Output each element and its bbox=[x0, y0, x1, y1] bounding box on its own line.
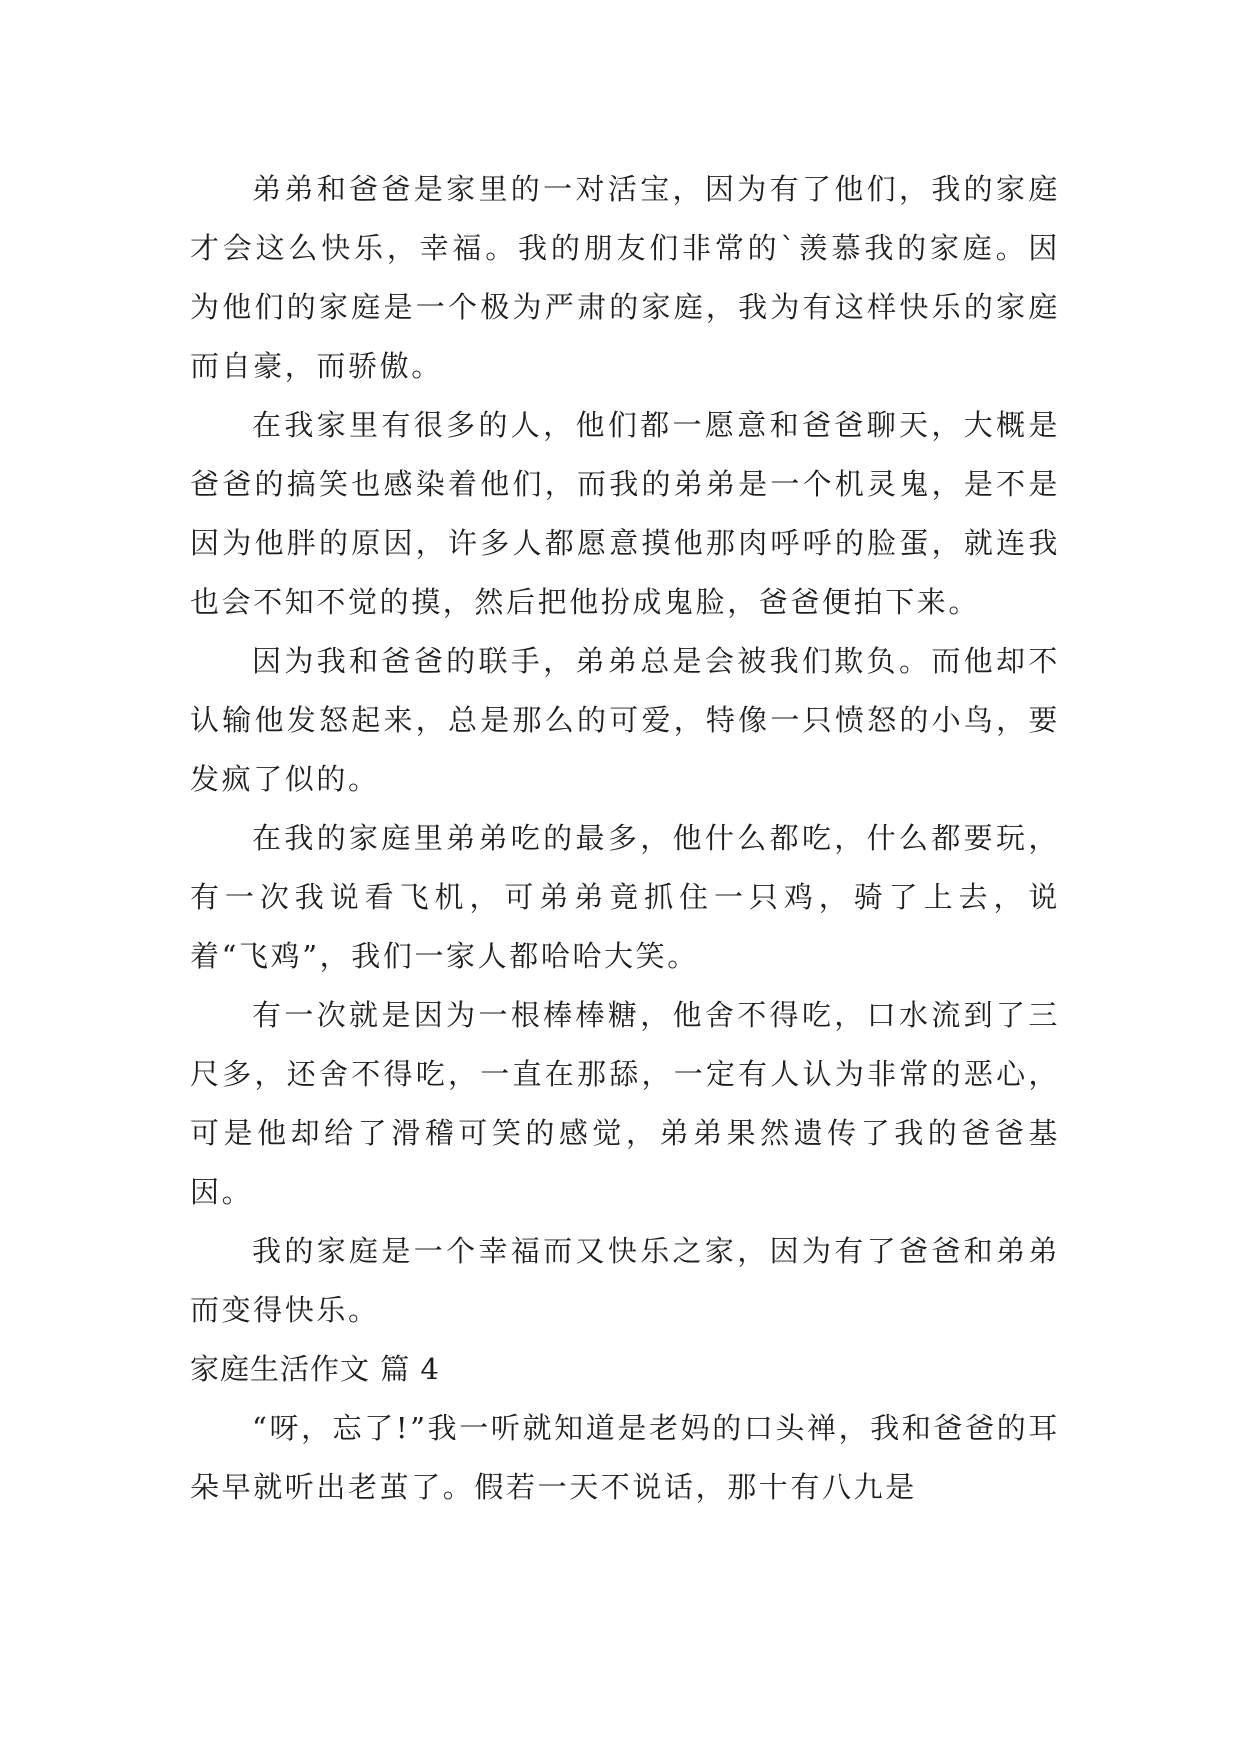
paragraph-2: 在我家里有很多的人，他们都一愿意和爸爸聊天，大概是爸爸的搞笑也感染着他们，而我的弟弟是一个机灵鬼，是不是因为他胖的原因，许多人都愿意摸他那肉呼呼的脸蛋，就连我也会不知不觉的摸，然后把他扮成鬼脸，爸爸便拍下来。 bbox=[190, 408, 1060, 619]
paragraph-6: 我的家庭是一个幸福而又快乐之家，因为有了爸爸和弟弟而变得快乐。 bbox=[190, 1234, 1060, 1327]
paragraph-5: 有一次就是因为一根棒棒糖，他舍不得吃，口水流到了三尺多，还舍不得吃，一直在那舔，一定有人认为非常的恶心，可是他却给了滑稽可笑的感觉，弟弟果然遗传了我的爸爸基因。 bbox=[190, 998, 1060, 1209]
paragraph-1: 弟弟和爸爸是家里的一对活宝，因为有了他们，我的家庭才会这么快乐，幸福。我的朋友们非常的`羡慕我的家庭。因为他们的家庭是一个极为严肃的家庭，我为有这样快乐的家庭而自豪，而骄傲。 bbox=[190, 172, 1060, 383]
section-heading: 家庭生活作文 篇 4 bbox=[190, 1352, 440, 1386]
paragraph-3: 因为我和爸爸的联手，弟弟总是会被我们欺负。而他却不认输他发怒起来，总是那么的可爱，特像一只愤怒的小鸟，要发疯了似的。 bbox=[190, 644, 1060, 796]
paragraph-4: 在我的家庭里弟弟吃的最多，他什么都吃，什么都要玩，有一次我说看飞机，可弟弟竟抓住一只鸡，骑了上去，说着“飞鸡”，我们一家人都哈哈大笑。 bbox=[190, 821, 1060, 973]
paragraph-7: “呀，忘了!”我一听就知道是老妈的口头禅，我和爸爸的耳朵早就听出老茧了。假若一天不说话，那十有八九是 bbox=[190, 1411, 1060, 1504]
document-body bbox=[190, 160, 1060, 1517]
